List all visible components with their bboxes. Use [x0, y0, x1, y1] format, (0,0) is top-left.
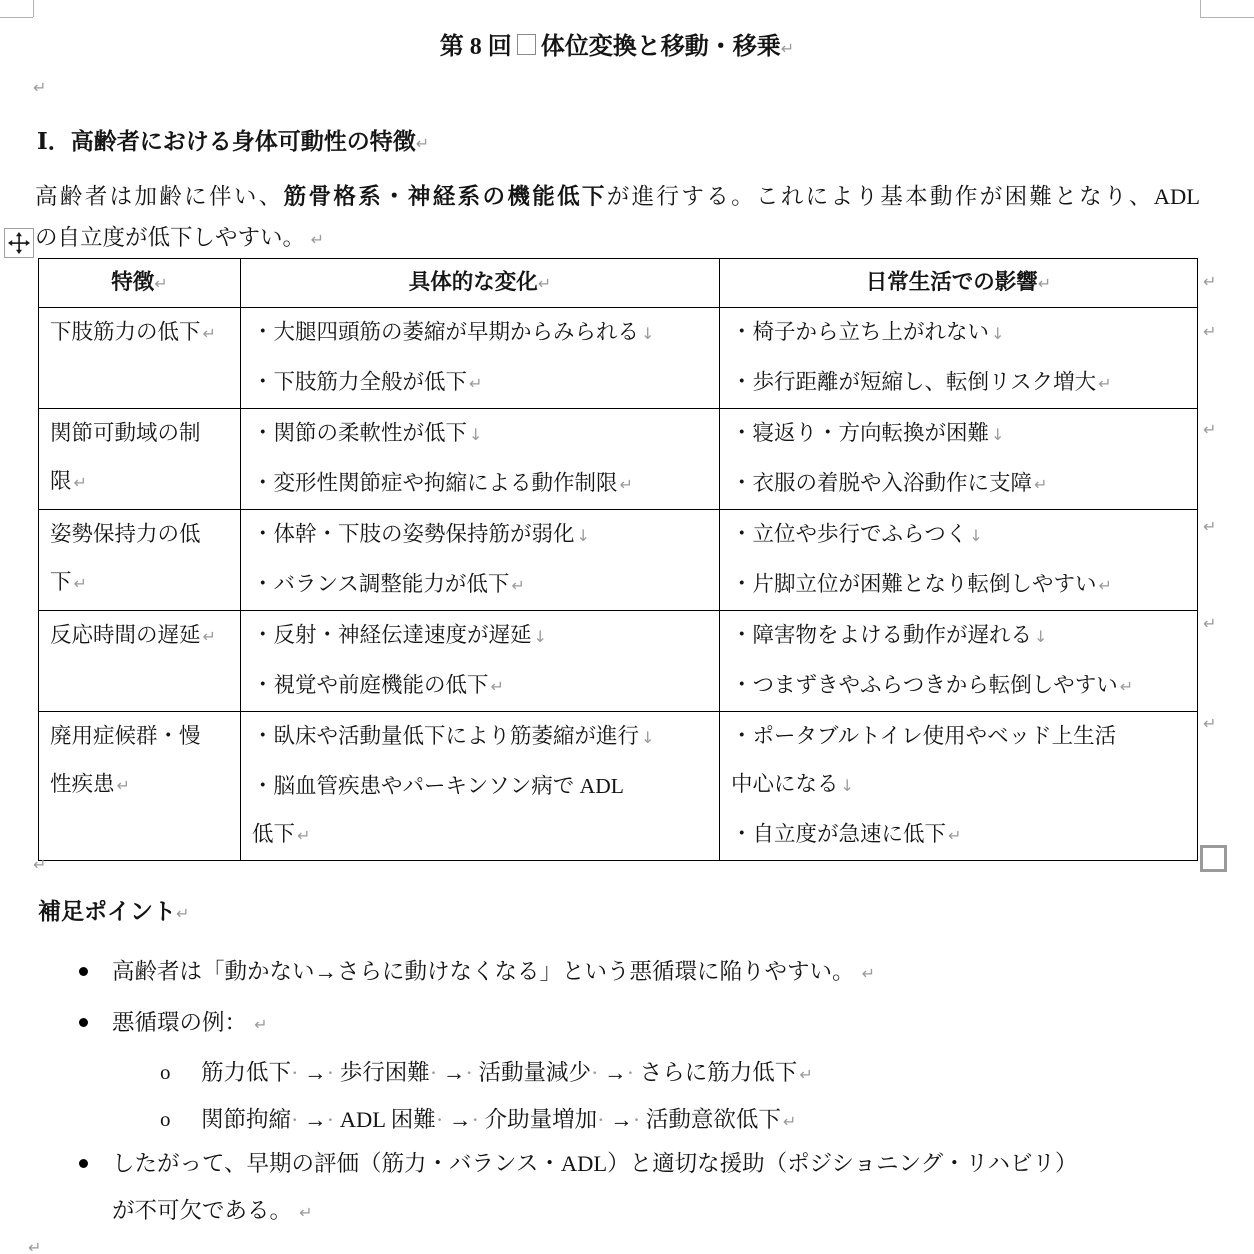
row-end-mark: ↵: [1203, 517, 1217, 536]
line-break-mark: ↵: [1034, 475, 1048, 494]
cell-text: 低下: [252, 822, 296, 846]
paragraph-mark: ↵: [154, 274, 168, 293]
table-row: [39, 510, 1198, 611]
line-break-mark: ↓: [969, 526, 983, 545]
cell-text: ・下肢筋力全般が低下: [252, 370, 468, 394]
cell-line: [50, 611, 236, 661]
line-break-mark: ↵: [1098, 374, 1112, 393]
cell-changes: [241, 308, 720, 409]
bullet-line: が不可欠である。 ↵: [112, 1198, 313, 1223]
cell-feature: [39, 308, 241, 409]
table-row: [39, 611, 1198, 712]
cell-line: [252, 459, 715, 509]
section-heading-text: Ⅰ．高齢者における身体可動性の特徴: [37, 129, 416, 154]
bullet-line: 高齢者は「動かない→さらに動けなくなる」という悪循環に陥りやすい。 ↵: [112, 959, 876, 984]
cell-text: ・歩行距離が短縮し、転倒リスク増大: [731, 370, 1097, 394]
cell-line: [50, 558, 236, 608]
cell-line: [731, 810, 1193, 860]
paragraph-mark: ↵: [33, 855, 47, 874]
cell-line: [731, 308, 1193, 358]
cell-line: [731, 510, 1193, 560]
paragraph-mark: ↵: [310, 230, 325, 249]
cell-line: [731, 760, 1193, 810]
paragraph-mark: ↵: [1037, 274, 1052, 293]
paragraph-mark: ↵: [176, 904, 190, 923]
line-break-mark: ↵: [511, 576, 525, 595]
line-break-mark: ↵: [782, 1112, 797, 1131]
line-break-mark: ↓: [641, 324, 655, 343]
bullet-text: [112, 948, 875, 997]
cell-feature: [39, 712, 241, 861]
intro-text: 高齢者は加齢に伴い、: [35, 184, 284, 209]
table-header-row: [39, 259, 1198, 308]
cell-line: [252, 611, 715, 661]
cell-line: [731, 712, 1193, 760]
line-break-mark: ↓: [533, 627, 547, 646]
cell-feature: [39, 510, 241, 611]
space-dot: ·: [626, 1060, 635, 1085]
paragraph-mark: ↵: [415, 134, 430, 153]
cell-feature: [39, 409, 241, 510]
cell-line: [731, 459, 1193, 509]
line-break-mark: ↵: [297, 826, 311, 845]
row-end-mark: ↵: [1203, 322, 1217, 341]
cell-text: ・視覚や前庭機能の低下: [252, 673, 489, 697]
line-break-mark: ↵: [73, 473, 87, 492]
cell-changes: [241, 611, 720, 712]
cell-text: 反応時間の遅延: [50, 623, 201, 647]
paragraph-mark: ↵: [33, 78, 47, 97]
circle-bullet-marker-icon: o: [160, 1107, 171, 1131]
chain-term: 筋力低下: [201, 1060, 292, 1085]
cell-text: ・障害物をよける動作が遅れる: [731, 623, 1033, 647]
cell-text: ・つまずきやふらつきから転倒しやすい: [731, 673, 1118, 697]
line-break-mark: ↵: [1098, 576, 1112, 595]
chain-term: 介助量増加: [484, 1107, 598, 1132]
space-dot: ·: [471, 1107, 479, 1132]
line-break-mark: ↵: [856, 964, 876, 983]
cell-line: [731, 661, 1193, 711]
crop-mark-top-left-v: [33, 0, 34, 17]
cell-text: 下: [50, 570, 72, 594]
cell-line: [50, 712, 236, 760]
paragraph-mark: ↵: [780, 39, 795, 58]
cell-changes: [241, 409, 720, 510]
line-break-mark: ↵: [116, 776, 130, 795]
row-end-mark: ↵: [1203, 714, 1217, 733]
title-main: 体位変換と移動・移乗: [540, 34, 781, 60]
table-body: [39, 308, 1198, 861]
line-break-mark: ↓: [840, 776, 854, 795]
line-break-mark: ↵: [73, 574, 87, 593]
cell-text: ・変形性関節症や拘縮による動作制限: [252, 471, 618, 495]
header-text: 日常生活での影響: [865, 270, 1038, 294]
cell-line: [50, 760, 236, 810]
cell-line: [50, 308, 236, 358]
line-break-mark: ↵: [1119, 677, 1134, 696]
intro-paragraph: [35, 176, 1200, 260]
line-break-mark: ↵: [948, 826, 962, 845]
chain-term: さらに筋力低下: [639, 1060, 798, 1085]
cell-line: [50, 510, 236, 558]
cell-impacts: [720, 510, 1198, 611]
cell-text: ・反射・神経伝達速度が遅延: [252, 623, 532, 647]
cell-text: ・体幹・下肢の姿勢保持筋が弱化: [252, 522, 575, 546]
bullet-text: [112, 999, 268, 1048]
row-end-mark: ↵: [1203, 420, 1217, 439]
bullet-line: 悪循環の例： ↵: [112, 1010, 268, 1035]
cell-text: ・大腿四頭筋の萎縮が早期からみられる: [252, 320, 640, 344]
intro-text: が進行する。これにより基本動作が困難となり、ADL: [606, 184, 1200, 209]
table-row: [39, 308, 1198, 409]
notes-heading-text: 補足ポイント: [38, 899, 176, 924]
header-cell: [39, 259, 241, 308]
line-break-mark: ↓: [991, 324, 1005, 343]
cell-text: ・衣服の着脱や入浴動作に支障: [731, 471, 1033, 495]
cell-line: [252, 762, 715, 810]
space-dot: ·: [465, 1060, 473, 1085]
cell-line: [731, 358, 1193, 408]
table-row: [39, 712, 1198, 861]
cell-line: [731, 409, 1193, 459]
space-dot: ·: [591, 1060, 599, 1085]
line-break-mark: ↵: [469, 374, 483, 393]
cell-text: ・片脚立位が困難となり転倒しやすい: [731, 572, 1097, 596]
header-text: 特徴: [111, 270, 155, 294]
cell-changes: [241, 712, 720, 861]
line-break-mark: ↓: [991, 425, 1005, 444]
bullet-marker-icon: [79, 967, 88, 976]
cell-text: ・椅子から立ち上がれない: [731, 320, 990, 344]
cell-line: [731, 611, 1193, 661]
circle-bullet-marker-icon: o: [160, 1060, 171, 1084]
chain-term: 関節拘縮: [201, 1107, 292, 1132]
cell-impacts: [720, 712, 1198, 861]
chain-term: 歩行困難: [339, 1060, 430, 1085]
header-text: 具体的な変化: [408, 270, 538, 294]
bullet-line: したがって、早期の評価（筋力・バランス・ADL）と適切な援助（ポジショニング・リハビリ）: [112, 1151, 1078, 1176]
crop-mark-top-right-h: [1200, 17, 1254, 18]
cell-line: [252, 712, 715, 762]
space-dot: ·: [291, 1060, 299, 1085]
cell-text: ・関節の柔軟性が低下: [252, 421, 468, 445]
cell-line: [252, 810, 715, 860]
intro-text: の自立度が低下しやすい。: [35, 225, 306, 250]
cell-line: [50, 457, 236, 507]
space-dot: ·: [326, 1107, 335, 1132]
cell-line: [252, 661, 715, 711]
cell-changes: [241, 510, 720, 611]
cell-text: 関節可動域の制: [50, 421, 201, 445]
cell-text: 姿勢保持力の低: [50, 522, 201, 546]
cell-text: ・バランス調整能力が低下: [252, 572, 510, 596]
cell-text: ・臥床や活動量低下により筋萎縮が進行: [252, 724, 640, 748]
row-end-mark: ↵: [1203, 272, 1217, 291]
table-move-handle[interactable]: [4, 228, 34, 258]
header-cell: [241, 259, 720, 308]
cell-text: 廃用症候群・慢: [50, 724, 201, 748]
line-break-mark: ↓: [469, 425, 483, 444]
crop-mark-top-left-h: [0, 17, 33, 18]
cell-line: [252, 308, 715, 358]
intro-line-2: [35, 217, 1200, 260]
move-arrows-icon: [8, 232, 30, 254]
cell-impacts: [720, 611, 1198, 712]
cell-line: [252, 560, 715, 610]
space-dot: ·: [632, 1107, 641, 1132]
cell-line: [252, 409, 715, 459]
row-end-mark: ↵: [1203, 614, 1217, 633]
chain-term: 活動量減少: [478, 1060, 592, 1085]
space-dot: ·: [429, 1060, 438, 1085]
line-break-mark: ↓: [1034, 627, 1048, 646]
paragraph-mark: ↵: [28, 1238, 42, 1254]
cell-text: 中心になる: [731, 772, 839, 796]
cell-text: ・脳血管疾患やパーキンソン病で ADL: [252, 774, 624, 798]
line-break-mark: ↵: [619, 475, 633, 494]
header-cell: [720, 259, 1198, 308]
crop-mark-top-right-v: [1200, 0, 1201, 17]
paragraph-mark: ↵: [537, 274, 552, 293]
ideographic-space-box: [517, 34, 536, 55]
line-break-mark: ↓: [576, 526, 590, 545]
cell-text: ・寝返り・方向転換が困難: [731, 421, 990, 445]
line-break-mark: ↓: [641, 728, 655, 747]
table-resize-handle[interactable]: [1200, 845, 1227, 872]
bullet-text: 関節拘縮· →· ADL 困難· →· 介助量増加· →· 活動意欲低下 ↵: [201, 1107, 797, 1132]
bullet-marker-icon: [79, 1018, 88, 1027]
cell-text: 限: [50, 469, 72, 493]
line-break-mark: ↵: [490, 677, 504, 696]
intro-bold-text: 筋骨格系・神経系の機能低下: [283, 184, 607, 209]
section-heading: [37, 123, 429, 156]
cell-line: [252, 358, 715, 408]
cell-line: [50, 409, 236, 457]
bullet-text: 筋力低下· →· 歩行困難· →· 活動量減少· →· さらに筋力低下 ↵: [201, 1060, 813, 1085]
characteristics-table: [38, 258, 1198, 861]
cell-text: 性疾患: [50, 772, 115, 796]
line-break-mark: ↵: [799, 1065, 813, 1084]
cell-text: ・ポータブルトイレ使用やベッド上生活: [731, 724, 1117, 748]
space-dot: ·: [435, 1107, 444, 1132]
space-dot: ·: [291, 1107, 299, 1132]
bullet-marker-icon: [79, 1159, 88, 1168]
document-title: [0, 26, 1234, 61]
bullet-text: [112, 1140, 1077, 1236]
cell-impacts: [720, 308, 1198, 409]
space-dot: ·: [326, 1060, 335, 1085]
space-dot: ·: [597, 1107, 605, 1132]
cell-text: ・立位や歩行でふらつく: [731, 522, 968, 546]
title-prefix: 第 8 回: [439, 34, 512, 60]
cell-impacts: [720, 409, 1198, 510]
chain-term: ADL 困難: [339, 1107, 436, 1132]
line-break-mark: ↵: [202, 627, 216, 646]
intro-line-1: [35, 176, 1200, 217]
cell-line: [252, 510, 715, 560]
notes-heading: [38, 893, 189, 926]
cell-line: [731, 560, 1193, 610]
line-break-mark: ↵: [294, 1203, 313, 1222]
cell-text: ・自立度が急速に低下: [731, 822, 947, 846]
cell-text: 下肢筋力の低下: [50, 320, 201, 344]
table-row: [39, 409, 1198, 510]
line-break-mark: ↵: [202, 324, 216, 343]
line-break-mark: ↵: [249, 1015, 268, 1034]
cell-feature: [39, 611, 241, 712]
chain-term: 活動意欲低下: [645, 1107, 781, 1132]
